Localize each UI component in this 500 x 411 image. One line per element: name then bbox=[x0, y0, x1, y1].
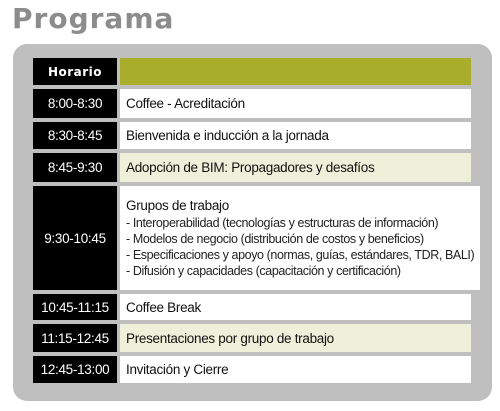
activity-cell: Adopción de BIM: Propagadores y desafíos bbox=[120, 153, 471, 182]
table-header-row bbox=[33, 58, 471, 85]
working-group-item: - Difusión y capacidades (capacitación y certificación) bbox=[126, 264, 401, 278]
table-row bbox=[33, 324, 471, 352]
activity-cell bbox=[120, 186, 480, 290]
table-row bbox=[33, 153, 471, 182]
activity-cell: Coffee - Acreditación bbox=[120, 89, 471, 118]
page-title: Programa bbox=[12, 2, 175, 35]
schedule-table bbox=[33, 58, 475, 387]
time-cell: 8:45-9:30 bbox=[33, 153, 117, 182]
table-row bbox=[33, 356, 471, 383]
activity-cell: Coffee Break bbox=[120, 294, 471, 320]
working-group-item: - Modelos de negocio (distribución de costos y beneficios) bbox=[126, 232, 424, 246]
time-cell: 10:45-11:15 bbox=[33, 294, 117, 320]
working-group-item: - Interoperabilidad (tecnologías y estructuras de información) bbox=[126, 216, 439, 230]
activity-cell: Invitación y Cierre bbox=[120, 356, 471, 383]
time-cell: 9:30-10:45 bbox=[33, 186, 117, 290]
table-row bbox=[33, 186, 475, 290]
header-time-cell: Horario bbox=[33, 58, 117, 85]
time-cell: 12:45-13:00 bbox=[33, 356, 117, 383]
table-row bbox=[33, 89, 471, 118]
working-groups-title: Grupos de trabajo bbox=[126, 198, 229, 213]
time-cell: 8:00-8:30 bbox=[33, 89, 117, 118]
activity-cell: Bienvenida e inducción a la jornada bbox=[120, 122, 471, 149]
working-group-item: - Especificaciones y apoyo (normas, guías, estándares, TDR, BALI) bbox=[126, 248, 475, 262]
header-desc-cell bbox=[120, 58, 471, 85]
table-row bbox=[33, 294, 471, 320]
time-cell: 11:15-12:45 bbox=[33, 324, 117, 352]
activity-cell: Presentaciones por grupo de trabajo bbox=[120, 324, 471, 352]
time-cell: 8:30-8:45 bbox=[33, 122, 117, 149]
table-row bbox=[33, 122, 471, 149]
